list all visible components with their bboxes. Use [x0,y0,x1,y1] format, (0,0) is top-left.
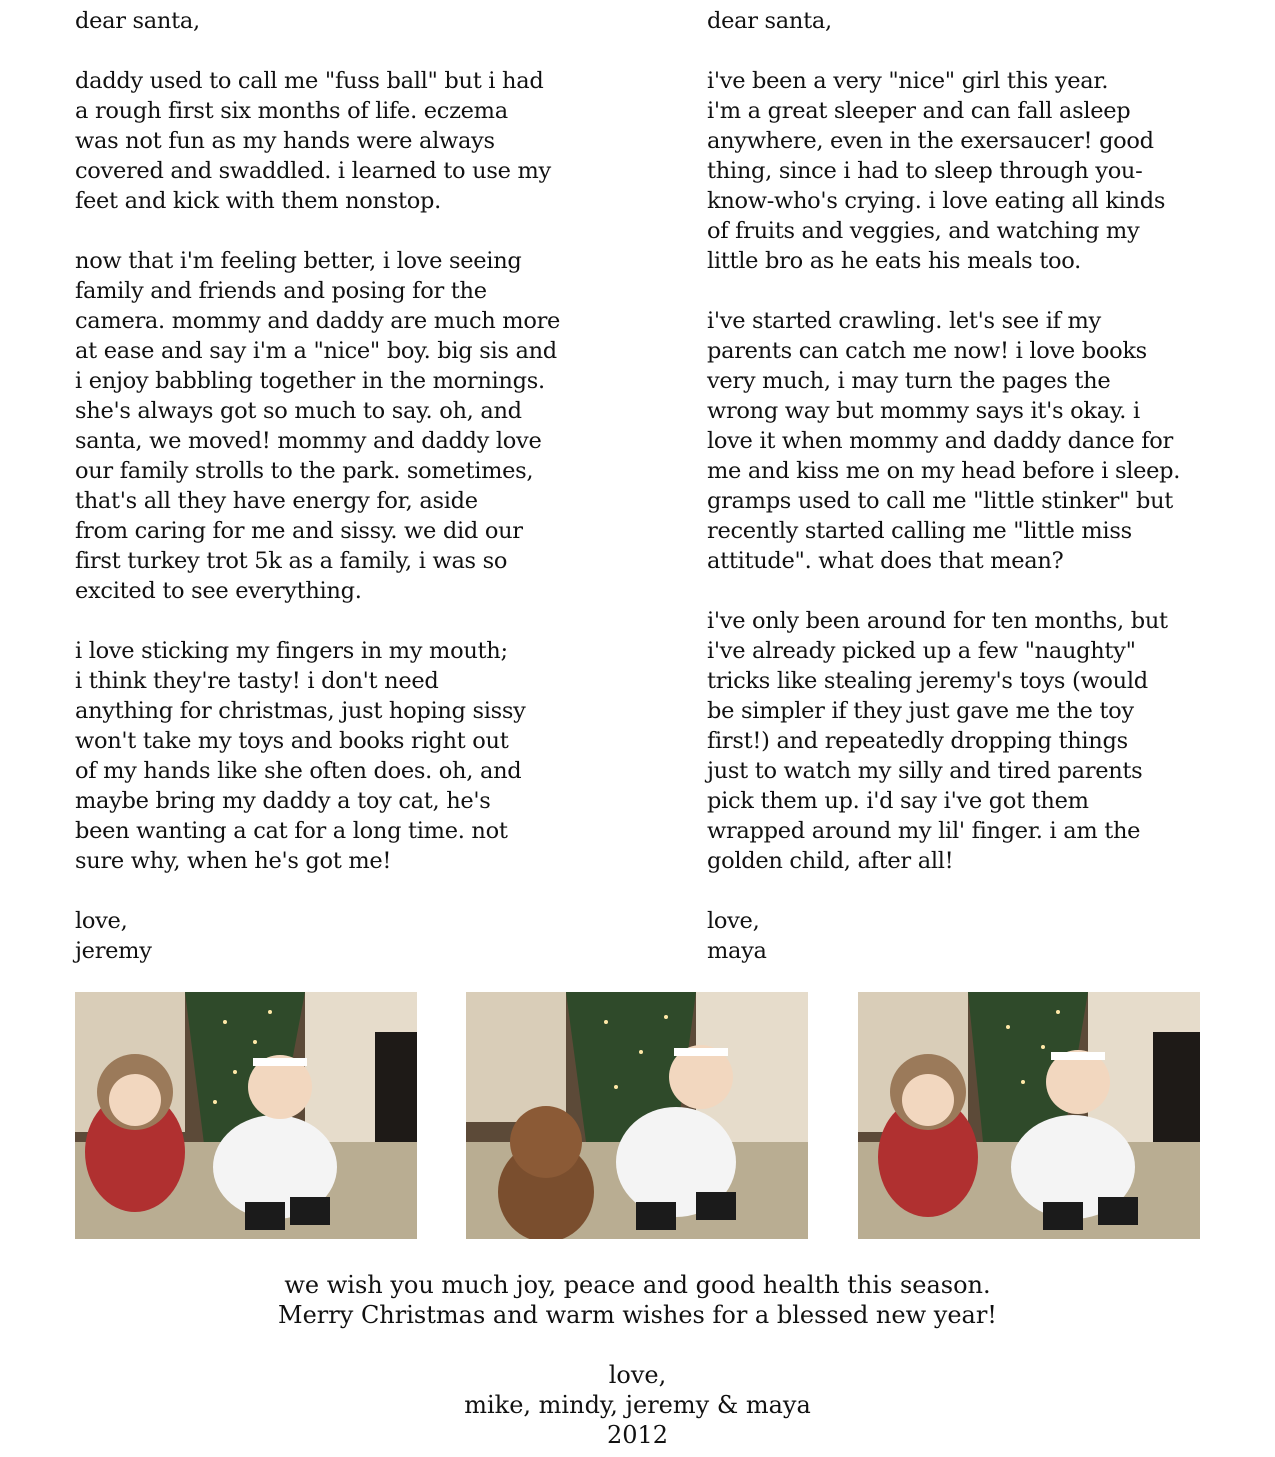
letter-line: be simpler if they just gave me the toy [707,698,1134,724]
letter-line: from caring for me and sissy. we did our [75,518,523,544]
closing-family-names: mike, mindy, jeremy & maya [464,1391,811,1419]
letter-signoff: love, [707,908,760,934]
letter-line: anywhere, even in the exersaucer! good [707,128,1154,154]
letter-greeting: dear santa, [707,8,832,34]
photo-illustration [858,992,1200,1239]
letter-line: of my hands like she often does. oh, and [75,758,522,784]
letter-line: i've started crawling. let's see if my [707,308,1101,334]
letter-maya [707,6,1227,966]
letter-line: maybe bring my daddy a toy cat, he's [75,788,491,814]
photo-jeremy-and-maya-1 [75,992,417,1239]
letter-line: that's all they have energy for, aside [75,488,478,514]
letter-line: camera. mommy and daddy are much more [75,308,561,334]
letter-line: was not fun as my hands were always [75,128,495,154]
letter-line: wrong way but mommy says it's okay. i [707,398,1140,424]
letter-line: know-who's crying. i love eating all kinds [707,188,1166,214]
letter-line: i think they're tasty! i don't need [75,668,439,694]
letter-line: santa, we moved! mommy and daddy love [75,428,542,454]
photo-illustration [75,992,417,1239]
letter-line: golden child, after all! [707,848,954,874]
closing-signoff: love, [608,1361,667,1389]
letter-line: i'm a great sleeper and can fall asleep [707,98,1131,124]
letter-line: family and friends and posing for the [75,278,487,304]
letter-line: me and kiss me on my head before i sleep. [707,458,1181,484]
letter-paragraph [707,66,1227,276]
photo-jeremy-and-maya-2 [466,992,808,1239]
letter-paragraph [707,306,1227,576]
letter-line: very much, i may turn the pages the [707,368,1111,394]
letter-line: tricks like stealing jeremy's toys (would [707,668,1148,694]
letter-line: daddy used to call me "fuss ball" but i had [75,68,544,94]
letter-line: pick them up. i'd say i've got them [707,788,1089,814]
letter-signature: jeremy [75,938,152,964]
letter-line: attitude". what does that mean? [707,548,1064,574]
letter-jeremy [75,6,595,966]
letter-line: gramps used to call me "little stinker" but [707,488,1174,514]
letter-line: i've already picked up a few "naughty" [707,638,1136,664]
letter-line: sure why, when he's got me! [75,848,392,874]
letter-line: recently started calling me "little miss [707,518,1132,544]
letter-line: won't take my toys and books right out [75,728,509,754]
letter-paragraph [707,606,1227,876]
letter-paragraph [75,246,595,606]
letter-paragraph [75,636,595,876]
letter-line: i've only been around for ten months, but [707,608,1168,634]
letter-signature: maya [707,938,767,964]
letter-line: i love sticking my fingers in my mouth; [75,638,508,664]
letter-line: covered and swaddled. i learned to use my [75,158,551,184]
closing-year: 2012 [606,1421,669,1449]
letter-signoff: love, [75,908,128,934]
letter-line: first!) and repeatedly dropping things [707,728,1128,754]
letter-line: little bro as he eats his meals too. [707,248,1081,274]
letter-line: wrapped around my lil' finger. i am the [707,818,1141,844]
letter-line: first turkey trot 5k as a family, i was so [75,548,508,574]
letter-line: at ease and say i'm a "nice" boy. big sis and [75,338,557,364]
letter-greeting: dear santa, [75,8,200,34]
letter-line: thing, since i had to sleep through you- [707,158,1143,184]
letter-line: feet and kick with them nonstop. [75,188,441,214]
letter-line: just to watch my silly and tired parents [707,758,1143,784]
letter-line: i've been a very "nice" girl this year. [707,68,1109,94]
letter-line: now that i'm feeling better, i love seeing [75,248,522,274]
holiday-wishes [0,1270,1275,1330]
letter-line: she's always got so much to say. oh, and [75,398,522,424]
letter-line: excited to see everything. [75,578,362,604]
letter-line: been wanting a cat for a long time. not [75,818,508,844]
wishes-line-1: we wish you much joy, peace and good health this season. [284,1271,991,1299]
photo-illustration [466,992,808,1239]
photo-jeremy-and-maya-3 [858,992,1200,1239]
letter-line: love it when mommy and daddy dance for [707,428,1173,454]
letter-paragraph [75,66,595,216]
letter-line: our family strolls to the park. sometimes, [75,458,534,484]
letter-line: i enjoy babbling together in the mornings. [75,368,545,394]
wishes-line-2: Merry Christmas and warm wishes for a blessed new year! [278,1301,997,1329]
letter-line: parents can catch me now! i love books [707,338,1147,364]
letter-line: of fruits and veggies, and watching my [707,218,1140,244]
letter-line: anything for christmas, just hoping sissy [75,698,526,724]
family-signature [0,1360,1275,1450]
letter-line: a rough first six months of life. eczema [75,98,508,124]
